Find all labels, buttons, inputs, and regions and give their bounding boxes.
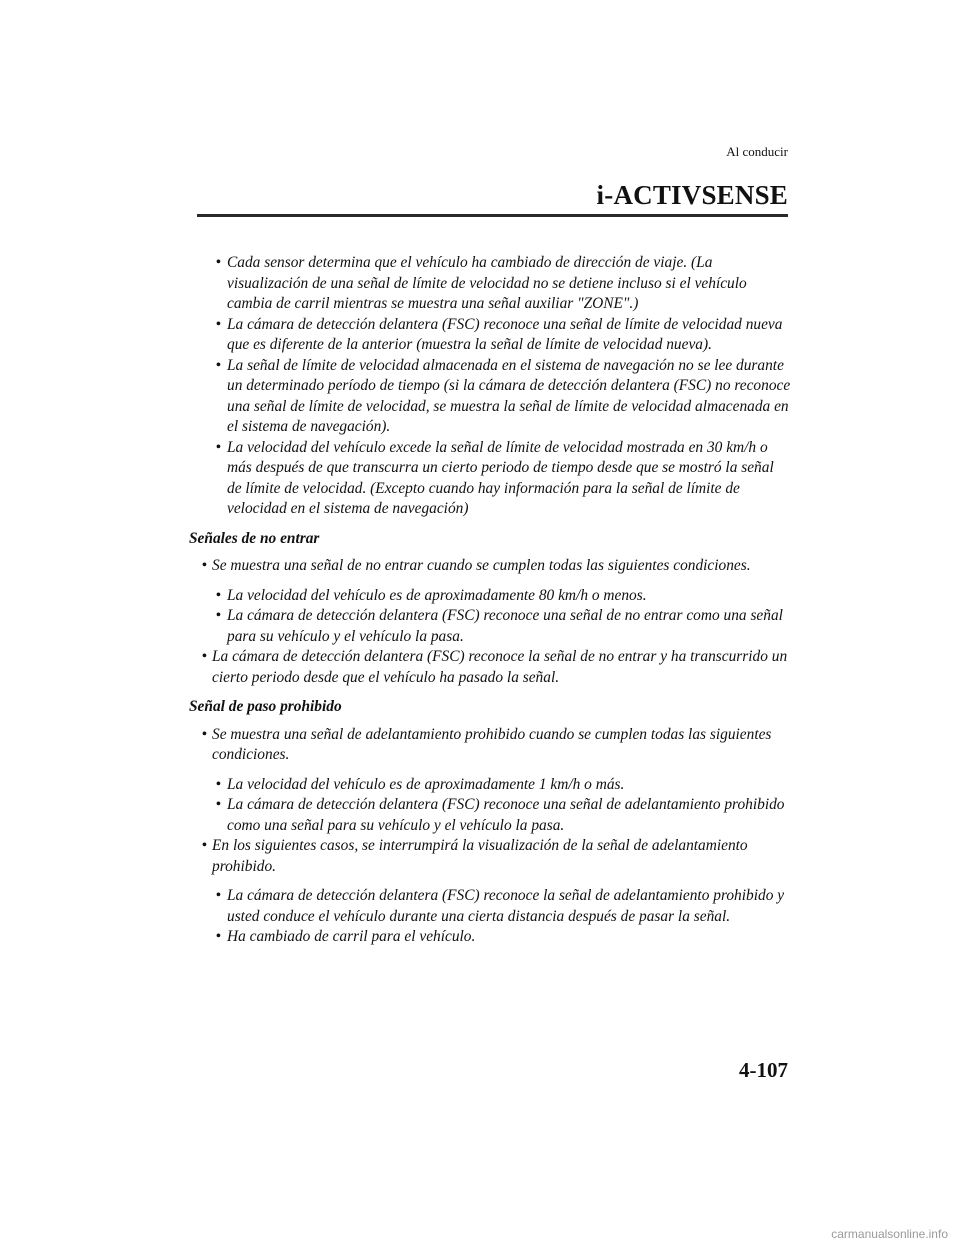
list-item: • La cámara de detección delantera (FSC) reconoce una señal de no entrar como una señal para su vehículo y el vehículo la pasa. (216, 607, 783, 645)
bullet-icon: • (216, 929, 221, 944)
bullet-icon: • (202, 838, 207, 853)
list-item: • La cámara de detección delantera (FSC) reconoce una señal de límite de velocidad nueva que es diferente de la anterior (muestra la señal de límite de velocidad nueva). (216, 315, 783, 353)
bullet-icon: • (216, 587, 221, 603)
section-heading-no-entry: Señales de no entrar (189, 529, 320, 547)
bullet-icon: • (216, 797, 221, 812)
bullet-icon: • (216, 439, 221, 455)
list-item: • Ha cambiado de carril para el vehículo. (0, 927, 960, 948)
page-number: 4-107 (739, 1058, 788, 1082)
bullet-icon: • (216, 255, 221, 270)
bullet-icon: • (216, 608, 221, 623)
header-rule (197, 214, 788, 217)
bullet-icon: • (216, 888, 221, 903)
page-content (0, 253, 960, 948)
list-item: • La velocidad del vehículo excede la señal de límite de velocidad mostrada en 30 km/h o más después de que transcurra un cierto periodo de tiempo desde que se mostró la señal de límite de velocidad. (Excepto cuando hay información para la señal de límite de velocidad en el sistema de navegación) (216, 438, 774, 517)
section-heading-no-passing: Señal de paso prohibido (189, 698, 342, 715)
watermark-link[interactable]: carmanualsonline.info (831, 1227, 948, 1241)
header-title: i-ACTIVSENSE (596, 180, 788, 210)
list-item: • Se muestra una señal de adelantamiento prohibido cuando se cumplen todas las siguientes condiciones. (202, 725, 772, 763)
bullet-icon: • (202, 558, 207, 573)
list-item: • La señal de límite de velocidad almacenada en el sistema de navegación no se lee durante un determinado período de tiempo (si la cámara de detección delantera (FSC) no reconoce una señal de límite de velocidad, se muestra la señal de límite de velocidad almacenada en el sistema de navegación). (216, 356, 791, 435)
list-item: • Cada sensor determina que el vehículo ha cambiado de dirección de viaje. (La visualización de una señal de límite de velocidad no se detiene incluso si el vehículo cambia de carril mientras se muestra una señal auxiliar "ZONE".) (216, 254, 747, 312)
bullet-icon: • (216, 357, 221, 373)
bullet-icon: • (202, 649, 207, 664)
list-item: • En los siguientes casos, se interrumpirá la visualización de la señal de adelantamiento prohibido. (202, 837, 748, 875)
bullet-icon: • (216, 316, 221, 332)
list-item: • La cámara de detección delantera (FSC) reconoce una señal de adelantamiento prohibido como una señal para su vehículo y el vehículo la pasa. (216, 796, 785, 834)
header-section-label: Al conducir (726, 144, 788, 159)
list-item: • La cámara de detección delantera (FSC) reconoce la señal de adelantamiento prohibido y usted conduce el vehículo durante una cierta distancia después de pasar la señal. (216, 887, 785, 925)
bullet-icon: • (216, 776, 221, 792)
list-item: • La velocidad del vehículo es de aproximadamente 80 km/h o menos. (0, 586, 960, 607)
bullet-icon: • (202, 726, 207, 742)
list-item: • La cámara de detección delantera (FSC) reconoce la señal de no entrar y ha transcurrido un cierto periodo desde que el vehículo ha pasado la señal. (202, 648, 788, 686)
list-item: • Se muestra una señal de no entrar cuando se cumplen todas las siguientes condiciones. (0, 556, 960, 577)
list-item: • La velocidad del vehículo es de aproximadamente 1 km/h o más. (0, 775, 960, 796)
